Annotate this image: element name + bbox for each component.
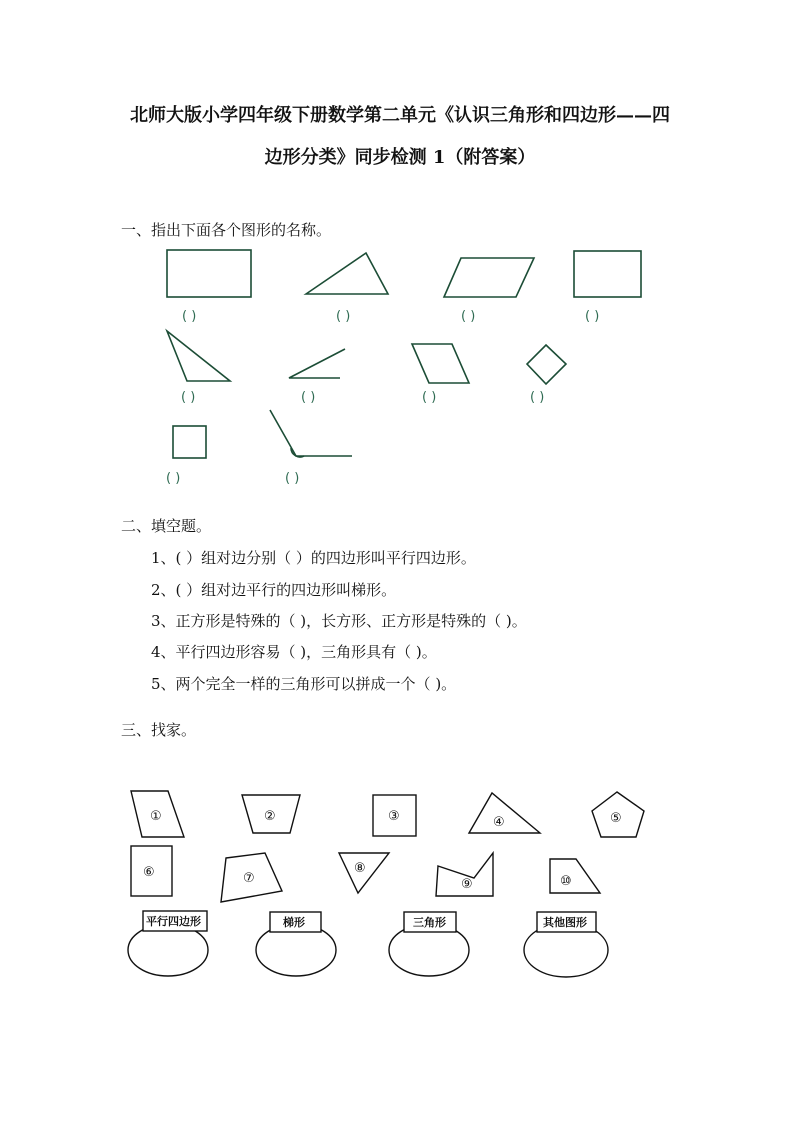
shape-1-number: ① [150, 809, 162, 824]
house-ellipse-parallelogram[interactable] [128, 924, 208, 976]
section-2-heading: 二、填空题。 [121, 517, 212, 535]
question-1: 1、( ）组对边分别（ ）的四边形叫平行四边形。 [151, 549, 476, 567]
obtuse-triangle-figure [306, 253, 388, 294]
answer-blank[interactable]: ( ) [336, 309, 351, 324]
answer-blank[interactable]: ( ) [461, 309, 476, 324]
shape-10-number: ⑩ [560, 874, 572, 889]
rectangle-figure [167, 250, 251, 297]
shape-6-number: ⑥ [143, 865, 155, 880]
obtuse-angle-figure [270, 410, 352, 456]
answer-blank[interactable]: ( ) [182, 309, 197, 324]
shape-9-number: ⑨ [461, 877, 473, 892]
question-5: 5、两个完全一样的三角形可以拼成一个（ )。 [151, 675, 457, 693]
house-label-other: 其他图形 [543, 916, 587, 929]
section-3-heading: 三、找家。 [121, 721, 197, 739]
angle-figure [289, 349, 345, 378]
shape-8-number: ⑧ [354, 861, 366, 876]
question-2: 2、( ）组对边平行的四边形叫梯形。 [151, 581, 397, 599]
shape-4-number: ④ [493, 815, 505, 830]
section-1-heading: 一、指出下面各个图形的名称。 [121, 221, 332, 239]
parallelogram-figure [444, 258, 534, 297]
answer-blank[interactable]: ( ) [585, 309, 600, 324]
answer-blank[interactable]: ( ) [166, 471, 181, 486]
shape-7-number: ⑦ [243, 871, 255, 886]
question-4: 4、平行四边形容易（ )，三角形具有（ )。 [151, 643, 437, 661]
house-label-trapezoid: 梯形 [283, 916, 305, 929]
shape-2-number: ② [264, 809, 276, 824]
square-figure [173, 426, 206, 458]
house-label-parallelogram: 平行四边形 [146, 915, 201, 928]
answer-blank[interactable]: ( ) [285, 471, 300, 486]
answer-blank[interactable]: ( ) [301, 390, 316, 405]
doc-title-line-1: 北师大版小学四年级下册数学第二单元《认识三角形和四边形——四 [130, 105, 670, 126]
house-label-triangle: 三角形 [413, 916, 446, 929]
shape-5-number: ⑤ [610, 811, 622, 826]
answer-blank[interactable]: ( ) [181, 390, 196, 405]
square-rotated-figure [527, 345, 566, 384]
answer-blank[interactable]: ( ) [422, 390, 437, 405]
doc-title-line-2: 边形分类》同步检测 1（附答案） [264, 147, 536, 168]
shape-10-right-trapezoid [550, 859, 600, 893]
right-triangle-figure [167, 331, 230, 381]
rectangle-figure-2 [574, 251, 641, 297]
shape-3-number: ③ [388, 809, 400, 824]
answer-blank[interactable]: ( ) [530, 390, 545, 405]
question-3: 3、正方形是特殊的（ )，长方形、正方形是特殊的（ )。 [151, 612, 527, 630]
rhombus-figure [412, 344, 469, 383]
